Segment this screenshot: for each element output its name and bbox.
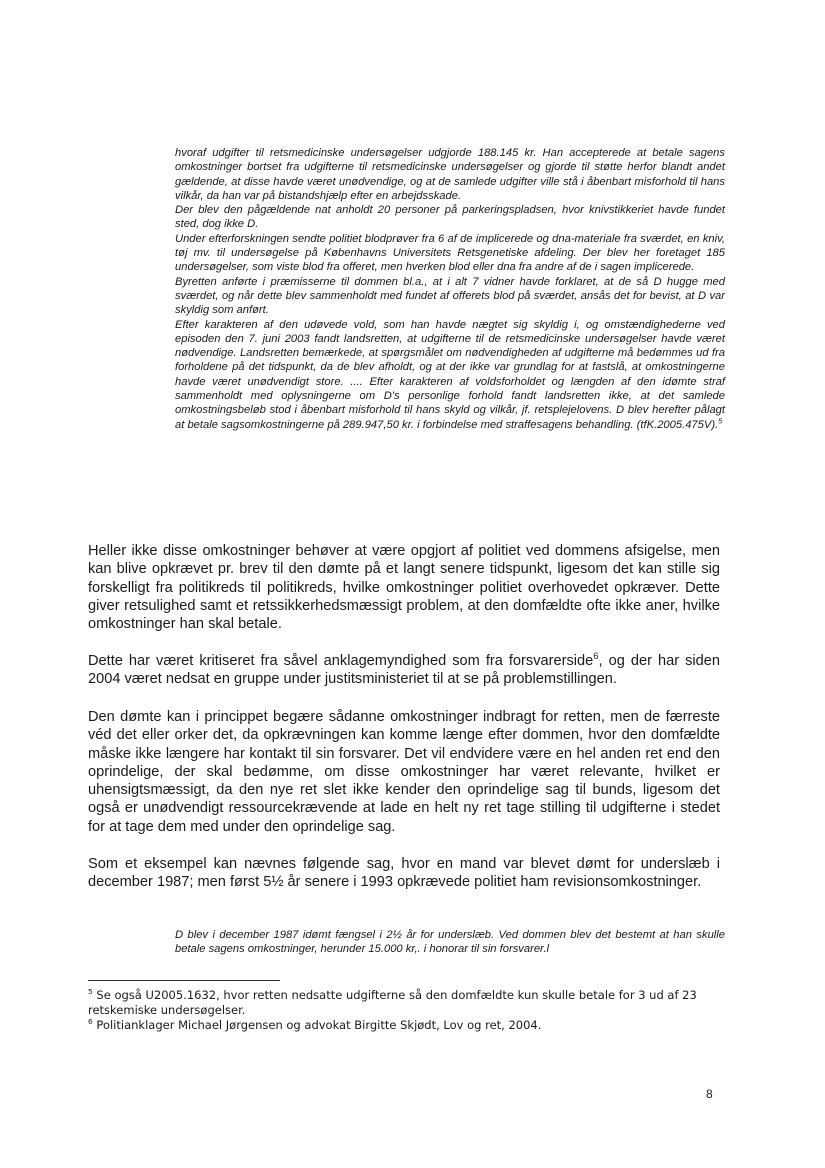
paragraph-text-before: Dette har været kritiseret fra såvel anklagemyndighed som fra forsvarerside xyxy=(88,653,594,669)
body-paragraph-1 xyxy=(88,542,720,633)
footnote-text: Se også U2005.1632, hvor retten nedsatte udgifterne så den domfældte kun skulle betale for 3 ud af 23 retskemiske undersøgelser. xyxy=(88,988,697,1017)
quote-paragraph: D blev i december 1987 idømt fængsel i 2½ år for underslæb. Ved dommen blev det bestemt at han skulle betale sagens omkostninger, herunder 15.000 kr,. i honorar til sin forsvarer.l xyxy=(175,929,725,956)
quote-paragraph-text: Efter karakteren af den udøvede vold, som han havde nægtet sig skyldig i, og omstændighederne ved episoden den 7. juni 2003 fandt landsretten, at udgifterne til de retsmedicinske undersøgelser havde været nødvendige. Landsretten bemærkede, at spørgsmålet om nødvendigheden af udgifterne må bedømmes ud fra forholdene på det tidspunkt, da de blev afholdt, og at der ikke var grundlag for at fastslå, at omkostningerne havde været unødvendigt store. .... Efter karakteren af voldsforholdet og længden af den idømte straf sammenholdt med oplysningerne om D's personlige forhold fandt landsretten ikke, at det samlede omkostningsbeløb stod i åbenbart misforhold til hans skyld og vilkår, jf. retsplejelovens. D blev herefter pålagt at betale sagsomkostningerne på 289.947,50 kr. i forbindelse med straffesagens behandling. (tfK.2005.475V). xyxy=(175,318,725,431)
quote-paragraph: Under efterforskningen sendte politiet blodprøver fra 6 af de implicerede og dna-materiale fra sværdet, en kniv, tøj mv. til undersøgelse på Københavns Universitets Retsgenetiske afdeling. Der blev her foretaget 185 undersøgelser, som viste blod fra offeret, men hverken blod eller dna fra andre af de i sagen implicerede. xyxy=(175,232,725,274)
footnote-text: Politianklager Michael Jørgensen og advokat Birgitte Skjødt, Lov og ret, 2004. xyxy=(92,1018,542,1032)
block-quote-case-1 xyxy=(175,146,725,432)
footnote-6 xyxy=(88,1018,728,1033)
footnote-ref-6: 6 xyxy=(593,651,599,663)
footnotes xyxy=(88,988,728,1033)
quote-paragraph: hvoraf udgifter til retsmedicinske undersøgelser udgjorde 188.145 kr. Han accepterede at betale sagens omkostninger bortset fra udgifterne til retsmedicinske undersøgelser og gjorde til støtte herfor blandt andet gældende, at disse havde været unødvendige, og at de samlede udgifter ville stå i åbenbart misforhold til hans vilkår, da han var på bistandshjælp efter en arbejdsskade. xyxy=(175,147,725,202)
quote-paragraph xyxy=(175,318,725,432)
footnote-5 xyxy=(88,988,728,1018)
footnote-number: 6 xyxy=(88,1017,93,1027)
paragraph-text xyxy=(88,652,720,689)
paragraph-text: Heller ikke disse omkostninger behøver at være opgjort af politiet ved dommens afsigelse, men kan blive opkrævet pr. brev til den dømte på et langt senere tidspunkt, ligesom det kan stille sig forskelligt fra politikreds til politikreds, hvilke omkostninger politiet overhovedet opkræver. Dette giver retsulighed samt et retssikkerhedsmæssigt problem, at den domfældte ofte ikke aner, hvilke omkostninger han skal betale. xyxy=(88,543,720,633)
paragraph-text: Som et eksempel kan nævnes følgende sag, hvor en mand var blevet dømt for underslæb i december 1987; men først 5½ år senere i 1993 opkrævede politiet ham revisionsomkostninger. xyxy=(88,856,720,891)
footnote-number: 5 xyxy=(88,987,93,997)
body-paragraph-4 xyxy=(88,855,720,892)
block-quote-case-2 xyxy=(175,928,725,957)
footnote-ref-5: 5 xyxy=(718,415,723,425)
footnote-divider xyxy=(88,980,280,981)
paragraph-text-after: , og der har siden 2004 været nedsat en gruppe under justitsministeriet til at se på problemstillingen. xyxy=(88,653,720,688)
body-paragraph-2 xyxy=(88,652,720,689)
quote-paragraph: Der blev den pågældende nat anholdt 20 personer på parkeringspladsen, hvor knivstikkeriet havde fundet sted, dog ikke D. xyxy=(175,204,725,231)
paragraph-text: Den dømte kan i princippet begære sådanne omkostninger indbragt for retten, men de færreste véd det eller orker det, da opkrævningen kan komme længe efter dommen, hvor den domfældte måske ikke længere har kontakt til sin forsvarer. Det vil endvidere være en hel anden ret end den oprindelige, der skal bedømme, om disse omkostninger har været relevante, hvilket er uhensigtsmæssigt, da den nye ret slet ikke kender den oprindelige sag til bunds, ligesom det også er unødvendigt ressourcekrævende at lade en helt ny ret tage stilling til udgifterne i stedet for at tage dem med under den oprindelige sag. xyxy=(88,709,720,835)
page-number: 8 xyxy=(706,1087,713,1101)
body-paragraph-3 xyxy=(88,708,720,836)
quote-paragraph: Byretten anførte i præmisserne til dommen bl.a., at i alt 7 vidner havde forklaret, at de så D hugge med sværdet, og når dette blev sammenholdt med fundet af offerets blod på sværdet, ansås det for bevist, at D var skyldig som anført. xyxy=(175,275,725,317)
